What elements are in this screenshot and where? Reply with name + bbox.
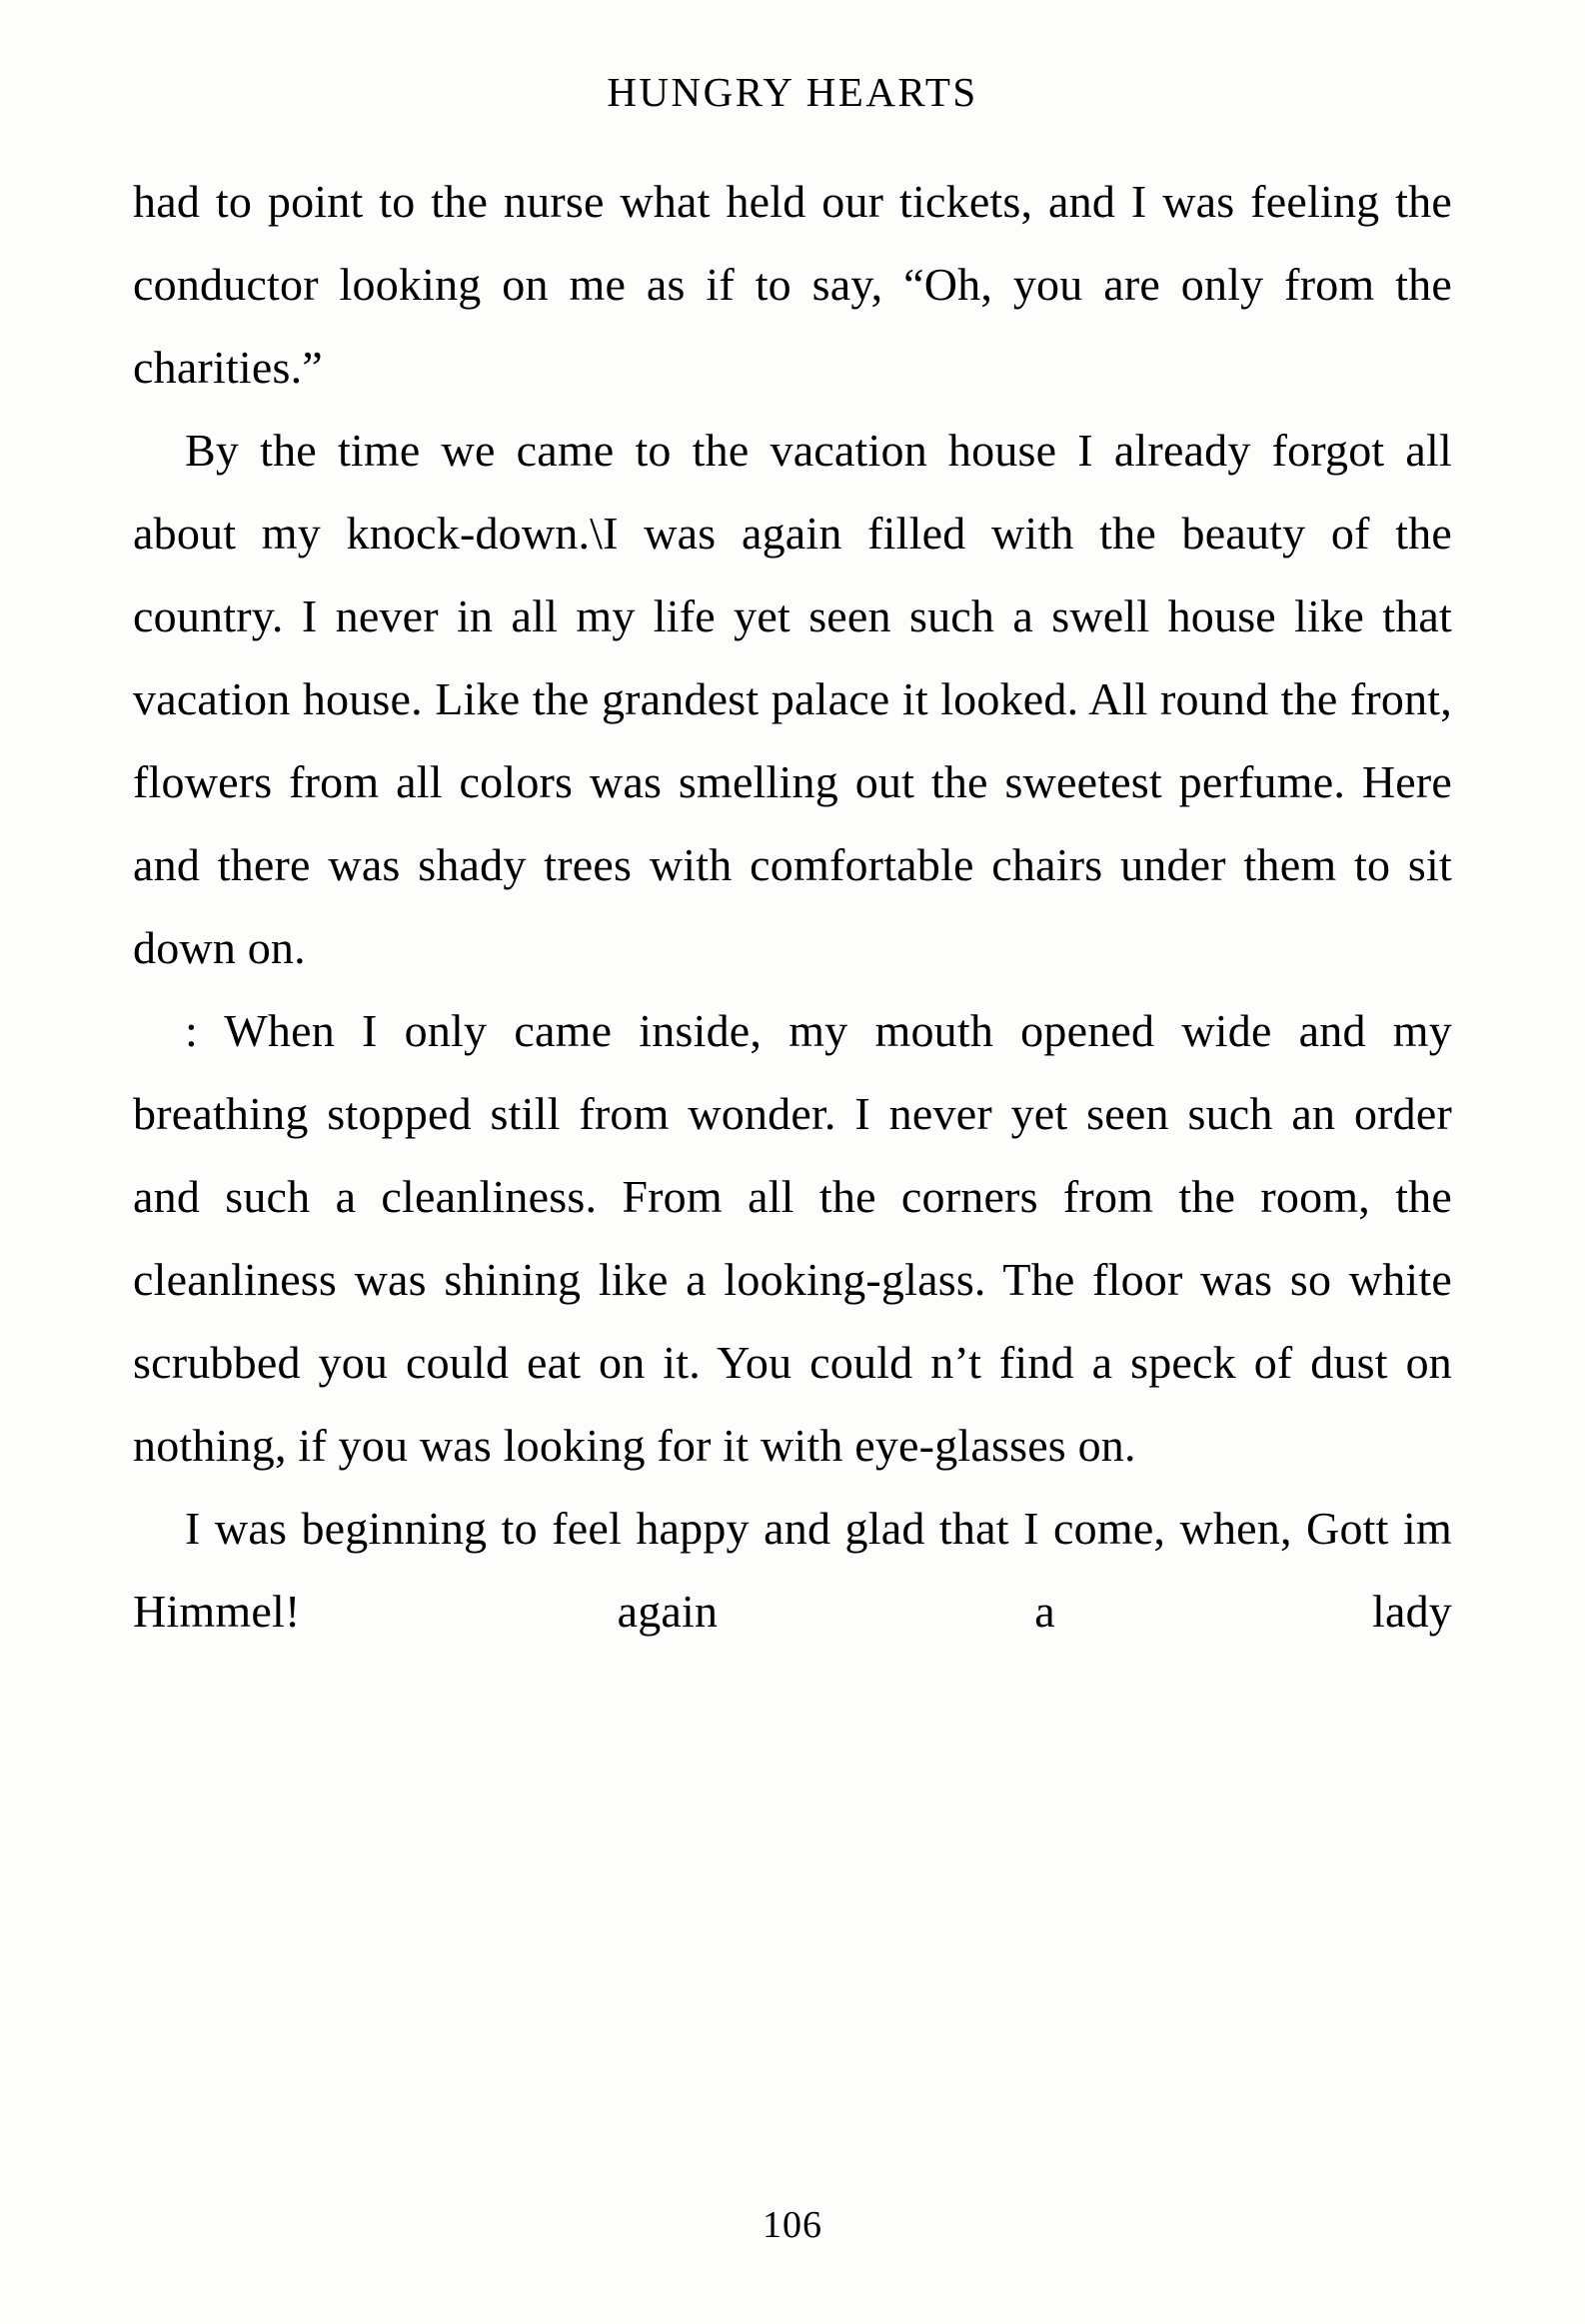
paragraph: : When I only came inside, my mouth opened wide and my breathing stopped still from wonder. I never yet seen such an order and such a cleanliness. From all the corners from the room, the cleanliness was shining like a looking-glass. The floor was so white scrubbed you could eat on it. You could n’t find a speck of dust on nothing, if you was looking for it with eye-glasses on. bbox=[133, 1005, 1452, 1471]
page-header-title: HUNGRY HEARTS bbox=[607, 69, 978, 115]
body-text bbox=[133, 160, 1452, 1736]
page-number: 106 bbox=[763, 2204, 822, 2246]
paragraph: By the time we came to the vacation house I already forgot all about my knock-down.\I was again filled with the beauty of the country. I never in all my life yet seen such a swell house like that vacation house. Like the grandest palace it looked. All round the front, flowers from all colors was smelling out the sweetest perfume. Here and there was shady trees with comfortable chairs under them to sit down on. bbox=[133, 425, 1452, 973]
paragraph: I was beginning to feel happy and glad that I come, when, Gott im Himmel! again a lady bbox=[133, 1503, 1452, 1637]
paragraph: had to point to the nurse what held our tickets, and I was feeling the conductor looking on me as if to say, “Oh, you are only from the charities.” bbox=[133, 176, 1452, 393]
